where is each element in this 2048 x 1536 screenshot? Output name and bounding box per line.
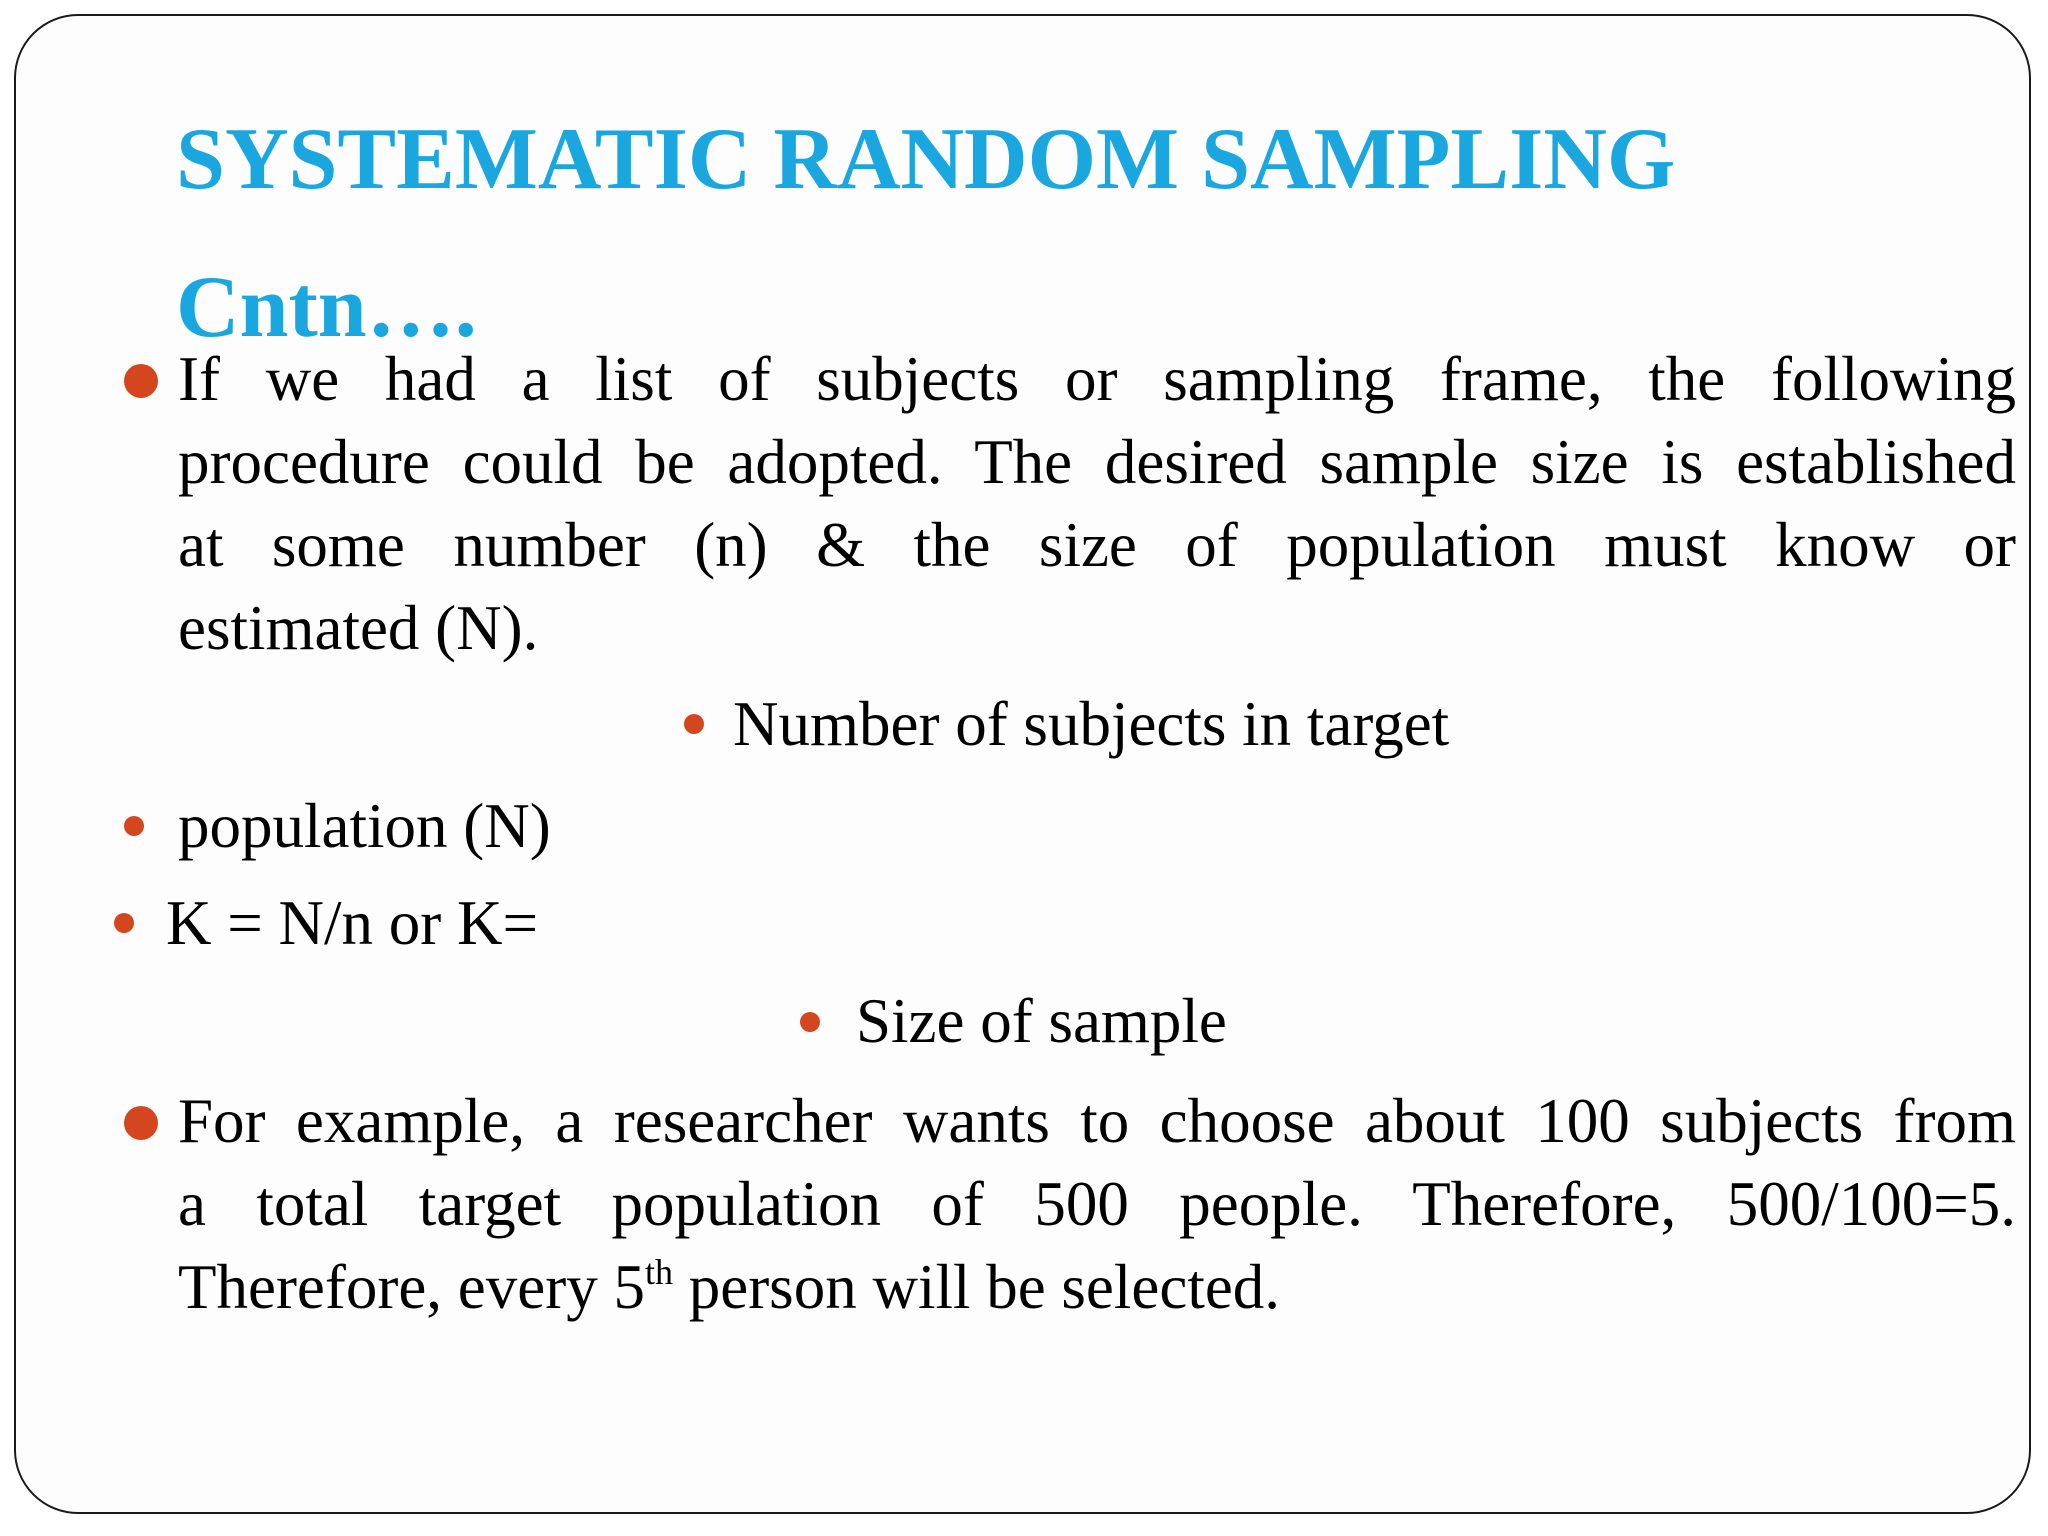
example-text-start: Therefore, every 5 [178, 1252, 645, 1322]
formula-k-expression: K = N/n or K= [166, 888, 539, 958]
bullet-dot [684, 714, 704, 734]
formula-numerator-line-1: Number of subjects in target [733, 689, 1450, 759]
paragraph-line: a total target population of 500 people. Therefore, 500/100=5. [178, 1169, 2016, 1239]
paragraph-line: If we had a list of subjects or sampling frame, the following [178, 344, 2016, 414]
paragraph-sampling-frame [178, 338, 2016, 670]
formula-numerator-line-2: population (N) [178, 791, 551, 861]
ordinal-superscript: th [644, 1252, 673, 1292]
paragraph-line: For example, a researcher wants to choose about 100 subjects from [178, 1086, 2016, 1156]
paragraph-line: estimated (N). [178, 593, 539, 663]
bullet-dot [800, 1012, 820, 1032]
bullet-dot [114, 913, 134, 933]
paragraph-line: procedure could be adopted. The desired sample size is established [178, 427, 2016, 497]
formula-denominator: Size of sample [856, 986, 1227, 1056]
bullet-dot [124, 816, 144, 836]
bullet-dot [124, 364, 158, 398]
paragraph-line [178, 1246, 2016, 1329]
title-line-2: Cntn…. [176, 259, 477, 356]
paragraph-line: at some number (n) & the size of population must know or [178, 510, 2016, 580]
paragraph-example [178, 1080, 2016, 1329]
example-text-end: person will be selected. [672, 1252, 1281, 1322]
title-line-1: SYSTEMATIC RANDOM SAMPLING [176, 111, 1676, 208]
bullet-dot [124, 1106, 158, 1140]
